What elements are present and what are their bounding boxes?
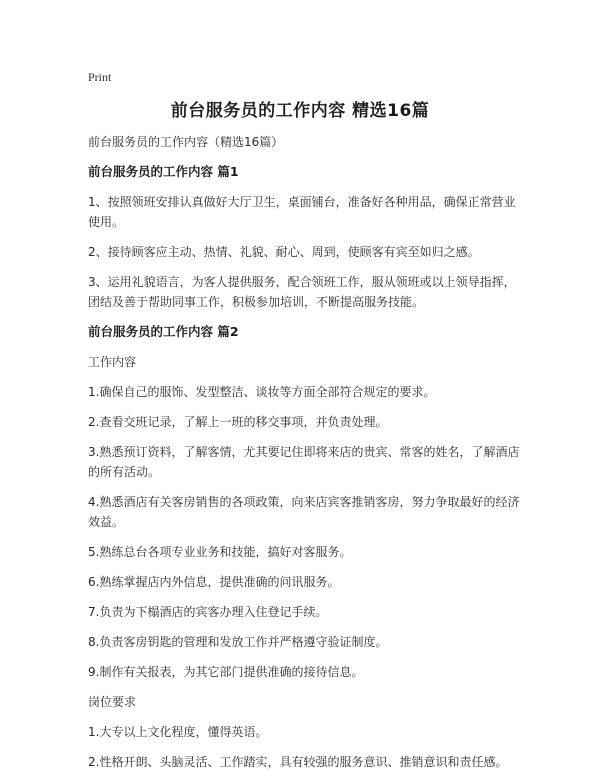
section2-item: 5.熟练总台各项专业业务和技能，搞好对客服务。 xyxy=(88,545,352,559)
subheading-job-requirements: 岗位要求 xyxy=(88,695,137,709)
section-heading-2: 前台服务员的工作内容 篇2 xyxy=(88,324,239,339)
document-title: 前台服务员的工作内容 精选16篇 xyxy=(170,101,430,121)
requirement-item: 2.性格开朗、头脑灵活、工作踏实，具有较强的服务意识、推销意识和责任感。 xyxy=(88,755,508,769)
subheading-work-content: 工作内容 xyxy=(88,355,137,369)
document-body xyxy=(88,132,520,782)
section1-item: 2、接待顾客应主动、热情、礼貌、耐心、周到，使顾客有宾至如归之感。 xyxy=(88,245,480,259)
document-subtitle: 前台服务员的工作内容（精选16篇） xyxy=(88,135,284,149)
section1-item: 3、运用礼貌语言，为客人提供服务，配合领班工作，服从领班或以上领导指挥，团结及善于帮助同事工作，积极参加培训，不断提高服务技能。 xyxy=(88,275,516,309)
section2-item: 4.熟悉酒店有关客房销售的各项政策，向来店宾客推销客房，努力争取最好的经济效益。 xyxy=(88,495,520,529)
section2-item: 1.确保自己的服饰、发型整洁、谈妆等方面全部符合规定的要求。 xyxy=(88,385,436,399)
section-heading-1: 前台服务员的工作内容 篇1 xyxy=(88,164,239,179)
print-label: Print xyxy=(88,70,112,84)
section1-item: 1、按照领班安排认真做好大厅卫生，桌面铺台，准备好各种用品，确保正常营业使用。 xyxy=(88,195,516,229)
section2-item: 6.熟练掌握店内外信息，提供准确的问讯服务。 xyxy=(88,575,340,589)
section2-item: 3.熟悉预订资料，了解客情，尤其要记住即将来店的贵宾、常客的姓名，了解酒店的所有活动。 xyxy=(88,445,520,479)
section2-item: 8.负责客房钥匙的管理和发放工作并严格遵守验证制度。 xyxy=(88,635,388,649)
section2-item: 7.负责为下榻酒店的宾客办理入住登记手续。 xyxy=(88,605,328,619)
requirement-item: 1.大专以上文化程度，懂得英语。 xyxy=(88,725,268,739)
section2-item: 9.制作有关报表，为其它部门提供准确的接待信息。 xyxy=(88,665,364,679)
section2-item: 2.查看交班记录，了解上一班的移交事项，并负责处理。 xyxy=(88,415,388,429)
